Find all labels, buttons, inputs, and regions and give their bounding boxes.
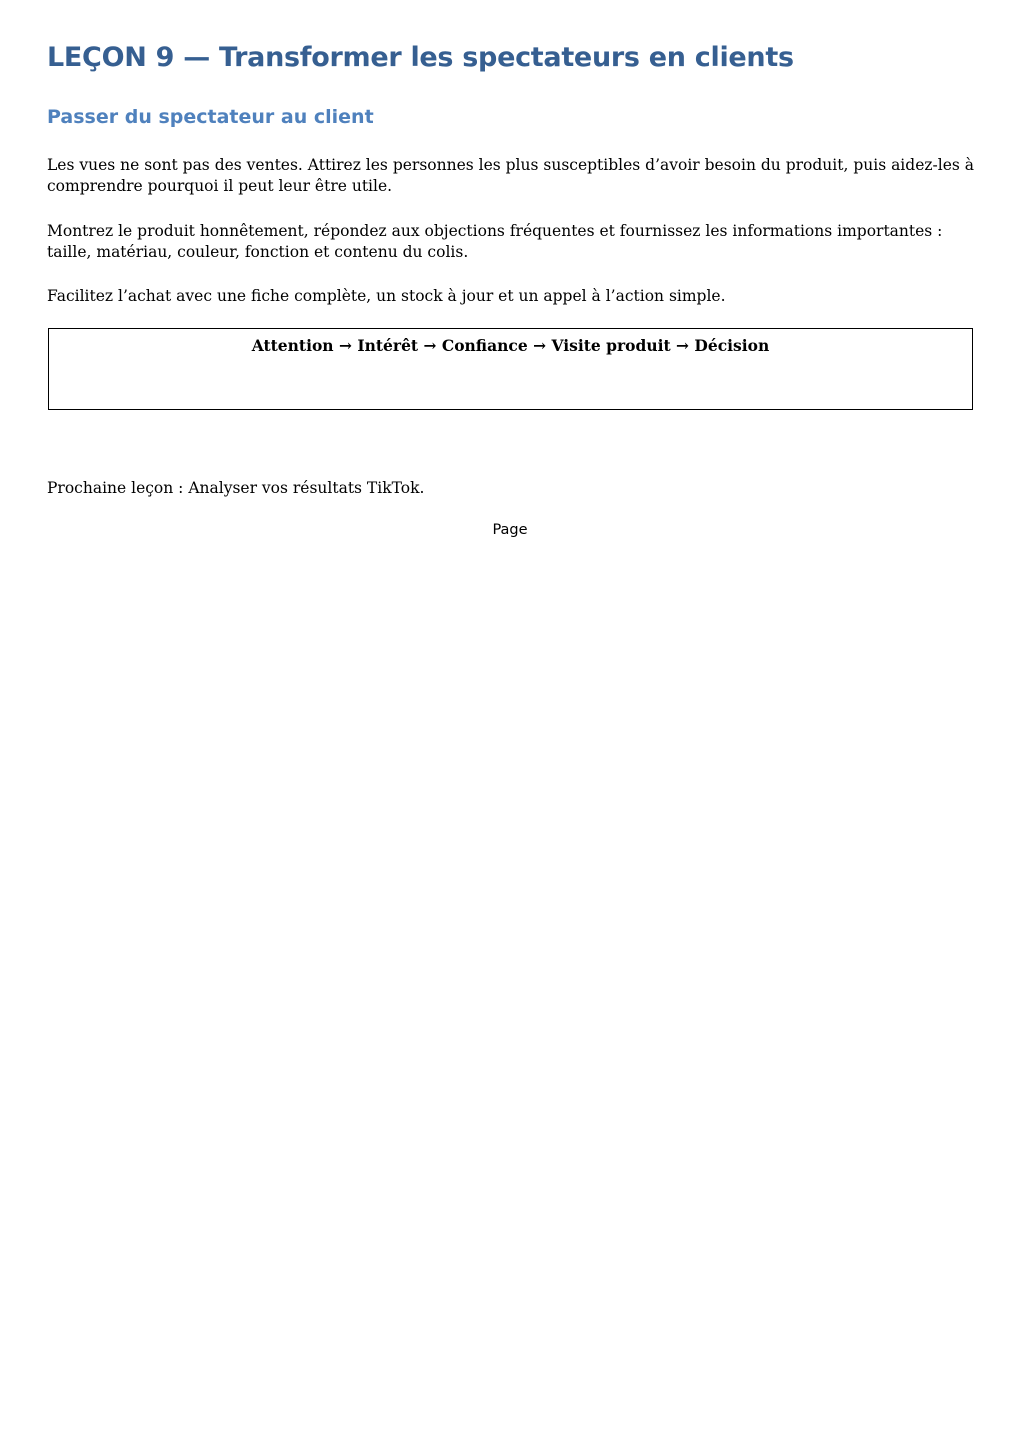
page-footer: Page: [492, 522, 528, 538]
next-lesson: Prochaine leçon : Analyser vos résultats TikTok.: [47, 479, 425, 497]
paragraph-views-not-sales: Les vues ne sont pas des ventes. Attirez les personnes les plus susceptibles d’avoir besoin du produit, puis aidez-les à comprendre pourquoi il peut leur être utile.: [47, 156, 975, 195]
flow-steps: Attention → Intérêt → Confiance → Visite produit → Décision: [251, 336, 770, 355]
flow-box: [48, 328, 973, 410]
section-heading: Passer du spectateur au client: [47, 106, 374, 128]
paragraph-show-product: Montrez le produit honnêtement, répondez aux objections fréquentes et fournissez les informations importantes : taille, matériau, couleur, fonction et contenu du colis.: [47, 222, 943, 261]
paragraph-facilitate-purchase: Facilitez l’achat avec une fiche complète, un stock à jour et un appel à l’action simple.: [47, 287, 726, 305]
lesson-title: LEÇON 9 — Transformer les spectateurs en clients: [47, 42, 794, 73]
